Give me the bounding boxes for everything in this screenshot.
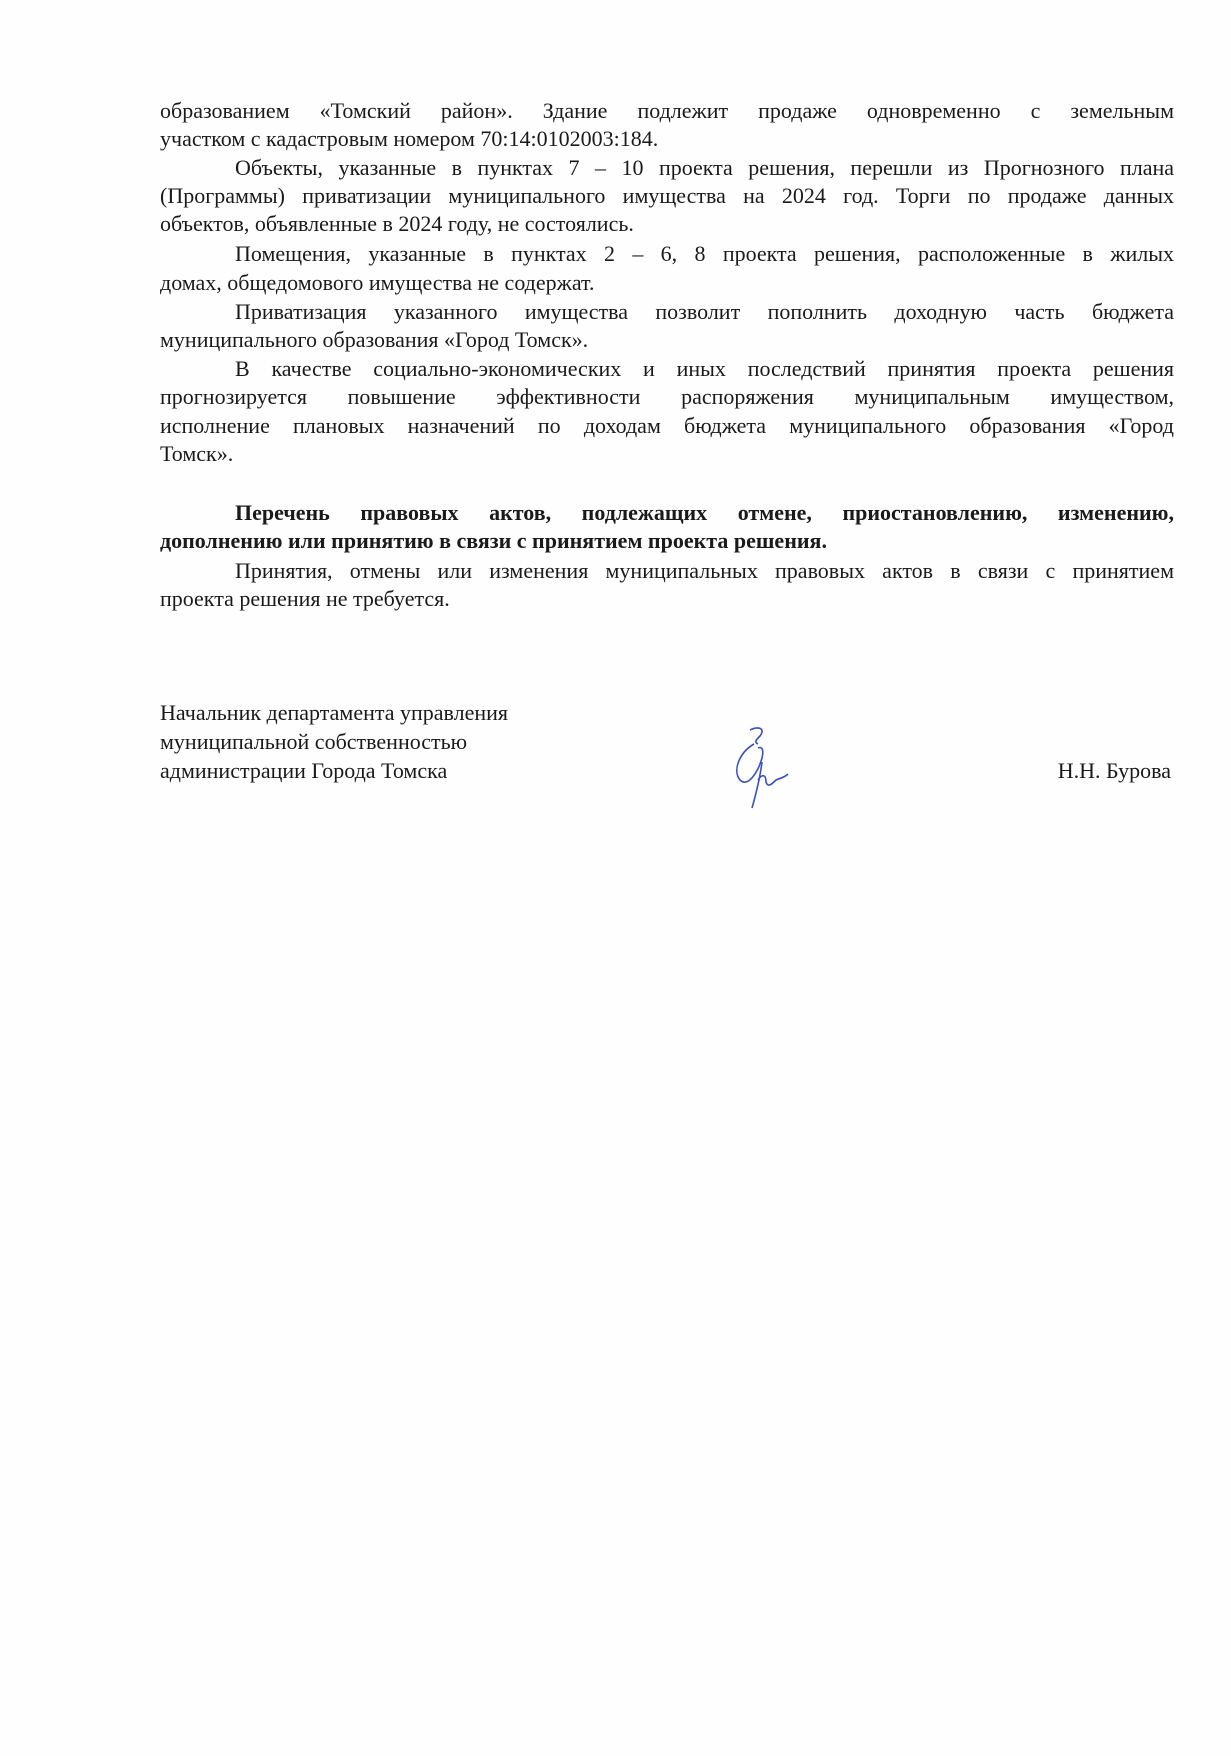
body-line: объектов, объявленные в 2024 году, не состоялись. bbox=[160, 211, 634, 236]
section-heading: Перечень правовых актов, подлежащих отмене, приостановлению, изменению, bbox=[235, 500, 1174, 525]
body-line: (Программы) приватизации муниципального имущества на 2024 год. Торги по продаже данных bbox=[160, 183, 1174, 208]
body-line: проекта решения не требуется. bbox=[160, 586, 450, 611]
signatory-position: Начальник департамента управления bbox=[160, 700, 509, 725]
body-line: Приватизация указанного имущества позволит пополнить доходную часть бюджета bbox=[235, 299, 1174, 324]
body-line: прогнозируется повышение эффективности распоряжения муниципальным имуществом, bbox=[160, 384, 1174, 409]
signatory-position: муниципальной собственностью bbox=[160, 729, 468, 754]
body-line: В качестве социально-экономических и иных последствий принятия проекта решения bbox=[235, 356, 1174, 381]
body-line: участком с кадастровым номером 70:14:0102003:184. bbox=[160, 126, 659, 151]
body-line: домах, общедомового имущества не содержат. bbox=[160, 270, 595, 295]
handwritten-signature bbox=[728, 722, 808, 812]
signatory-name: Н.Н. Бурова bbox=[1057, 758, 1171, 783]
body-line: муниципального образования «Город Томск». bbox=[160, 327, 589, 352]
body-line: Помещения, указанные в пунктах 2 – 6, 8 проекта решения, расположенные в жилых bbox=[235, 241, 1174, 266]
section-heading: дополнению или принятию в связи с принятием проекта решения. bbox=[160, 528, 827, 553]
body-line: образованием «Томский район». Здание подлежит продаже одновременно с земельным bbox=[160, 98, 1174, 123]
body-line: исполнение плановых назначений по доходам бюджета муниципального образования «Город bbox=[160, 413, 1174, 438]
body-line: Принятия, отмены или изменения муниципальных правовых актов в связи с принятием bbox=[235, 558, 1174, 583]
body-line: Объекты, указанные в пунктах 7 – 10 проекта решения, перешли из Прогнозного плана bbox=[235, 155, 1174, 180]
signatory-position: администрации Города Томска bbox=[160, 758, 448, 783]
body-line: Томск». bbox=[160, 441, 234, 466]
